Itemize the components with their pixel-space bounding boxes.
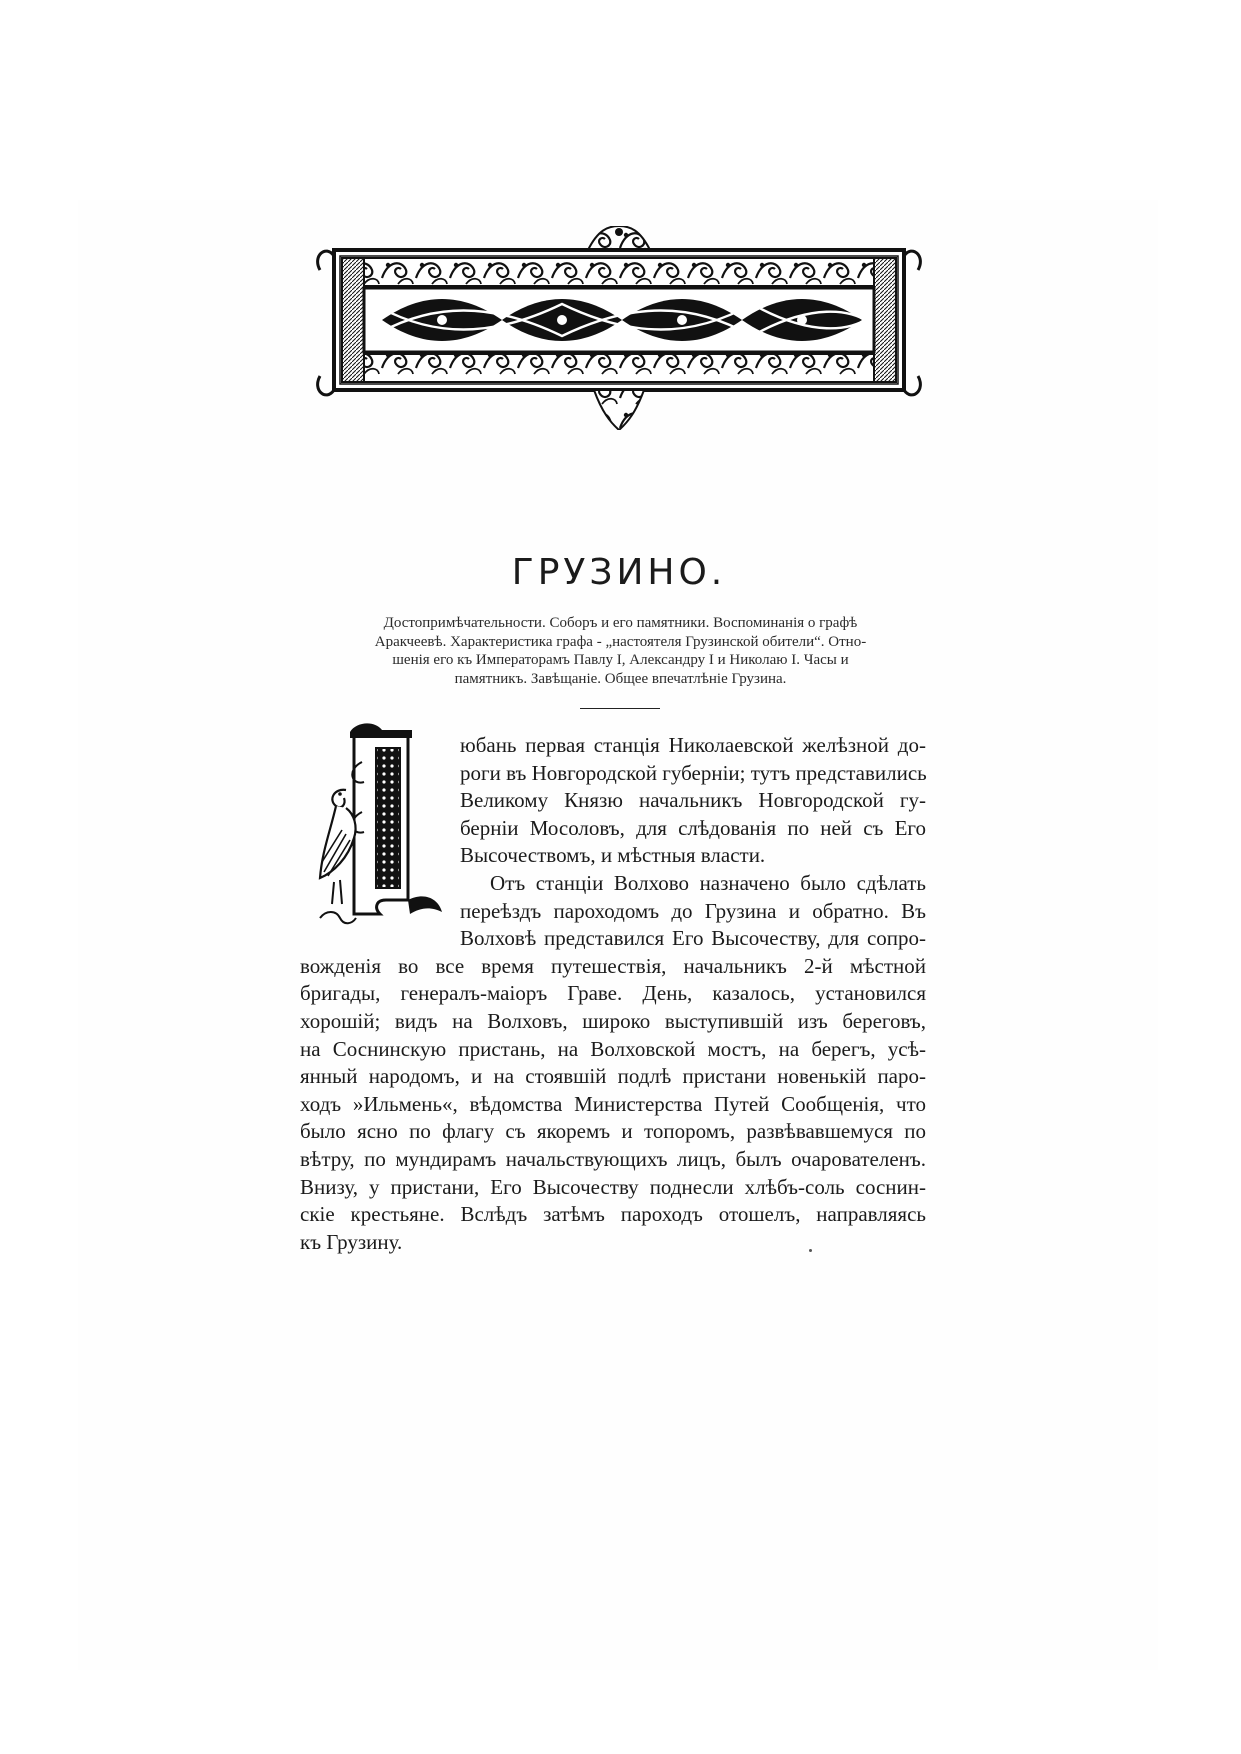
paragraph-1-line: берніи Мосоловъ, для слѣдованія по ней съ Его	[460, 815, 926, 840]
paragraph-2-line: ходъ »Ильмень«, вѣдомства Министерства Путей Сообщенія, что	[300, 1091, 926, 1116]
chapter-title: ГРУЗИНО.	[511, 552, 727, 593]
print-speck	[809, 1249, 812, 1252]
paragraph-1-line: Великому Князю начальникъ Новгородской гу-	[460, 788, 926, 813]
section-divider	[580, 708, 660, 709]
paragraph-2-line: было ясно по флагу съ якоремъ и топоромъ, развѣвавшемуся по	[300, 1119, 926, 1144]
paragraph-2-line: на Соснинскую пристань, на Волховской мостъ, на берегъ, усѣ-	[300, 1036, 926, 1061]
paragraph-2-line: Внизу, у пристани, Его Высочеству поднесли хлѣбъ-соль соснин-	[300, 1174, 926, 1199]
summary-line: шенія его къ Императорамъ Павлу I, Александру I и Николаю I. Часы и	[392, 652, 849, 668]
paragraph-1-line: роги въ Новгородской губерніи; тутъ представились	[460, 760, 927, 785]
summary-line: Аракчеевѣ. Характеристика графа - „настоятеля Грузинской обители“. Отно-	[374, 633, 867, 650]
paragraph-1-line: Высочествомъ, и мѣстныя власти.	[460, 843, 766, 868]
paragraph-2-line: переѣздъ пароходомъ до Грузина и обратно. Въ	[460, 898, 926, 923]
paragraph-2-line: вожденія во все время путешествія, начальникъ 2-й мѣстной	[300, 953, 926, 978]
paragraph-2-line: къ Грузину.	[300, 1229, 403, 1254]
interlace-headpiece-icon	[312, 226, 926, 430]
paragraph-2-line: бригады, генералъ-маіоръ Граве. День, казалось, установился	[300, 981, 926, 1006]
paragraph-2-line: скіе крестьяне. Вслѣдъ затѣмъ пароходъ отошелъ, направляясь	[300, 1202, 926, 1227]
summary-line: памятникъ. Завѣщаніе. Общее впечатлѣніе Грузина.	[454, 670, 787, 687]
paragraph-1-line: юбань первая станція Николаевской желѣзной до-	[460, 733, 926, 757]
body-text	[300, 732, 926, 1256]
paragraph-2-line: янный народомъ, и на стоявшій подлѣ пристани новенькій паро-	[300, 1064, 926, 1089]
summary-line: Достопримѣчательности. Соборъ и его памятники. Воспоминанія о графѣ	[383, 615, 858, 631]
paragraph-2-line: хорошій; видъ на Волховъ, широко выступившій изъ береговъ,	[300, 1008, 926, 1033]
paragraph-2-line: Отъ станціи Волхово назначено было сдѣлать	[490, 870, 926, 895]
chapter-summary	[318, 614, 923, 688]
paragraph-2-line: вѣтру, по мундирамъ начальствующихъ лицъ, былъ очарователенъ.	[300, 1146, 926, 1171]
paragraph-2-line: Волховѣ представился Его Высочеству, для сопро-	[460, 926, 926, 951]
